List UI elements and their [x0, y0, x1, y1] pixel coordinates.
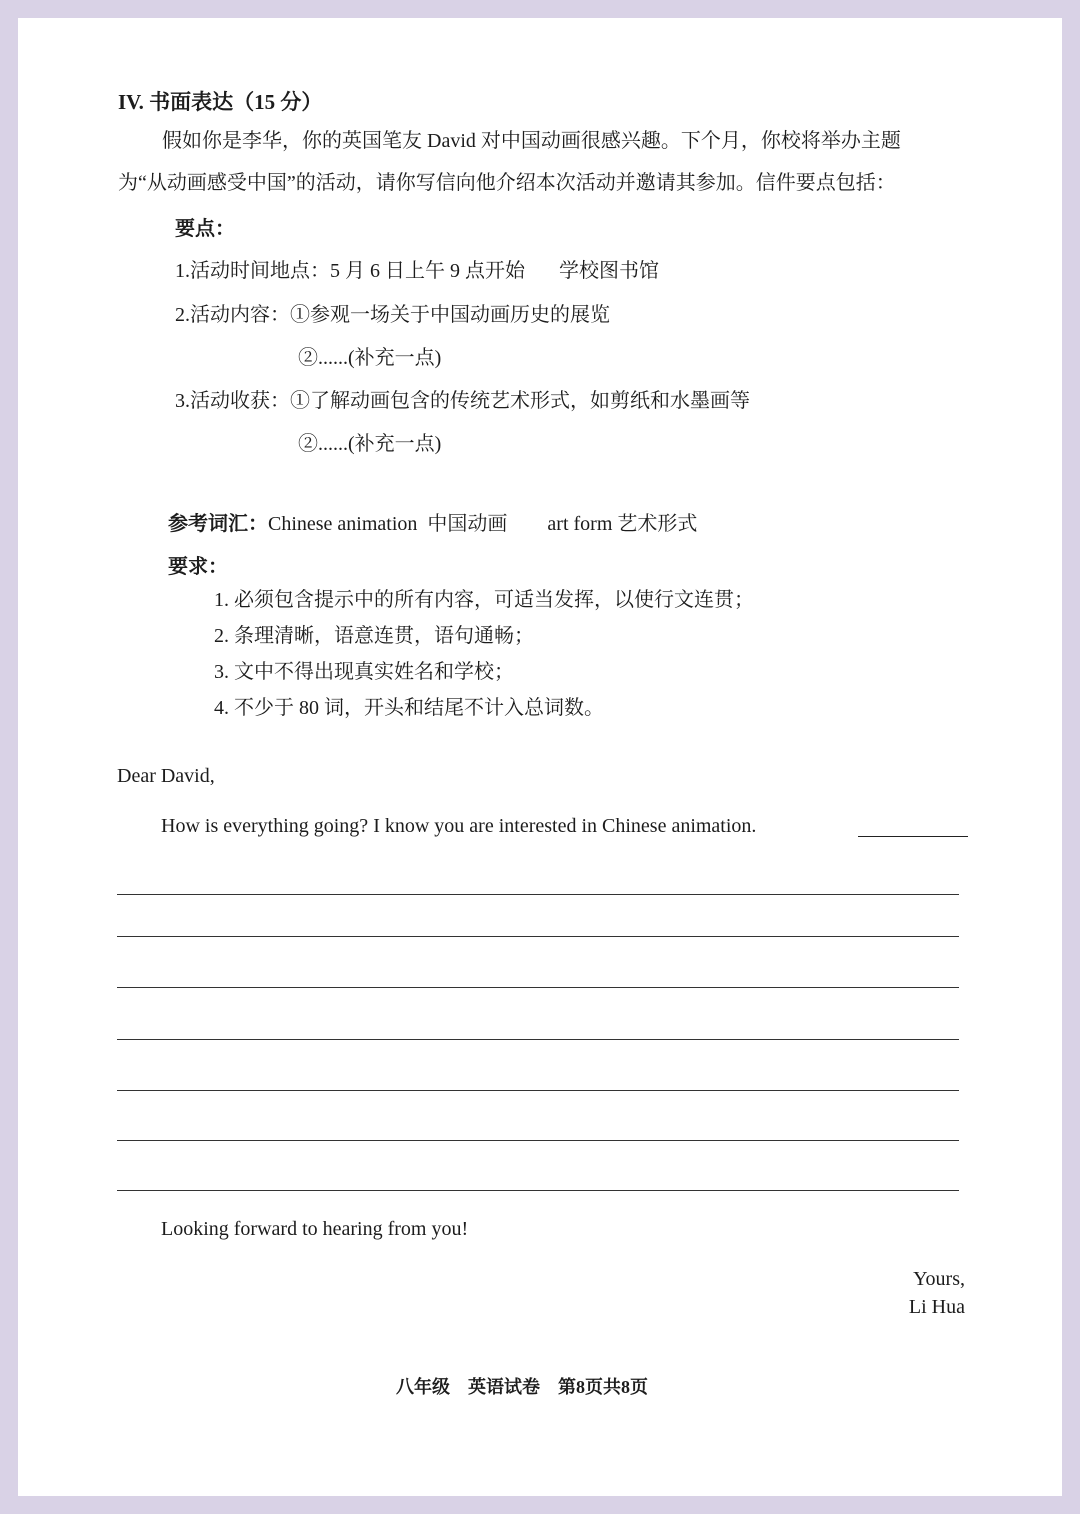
key-point-3-sub: ②......(补充一点) [298, 433, 442, 455]
answer-line[interactable] [117, 894, 959, 895]
letter-greeting: Dear David, [117, 765, 215, 787]
page-footer [396, 1373, 648, 1399]
letter-signature: Li Hua [908, 1296, 965, 1318]
exam-page [18, 18, 1062, 1496]
vocabulary-label: 参考词汇： [168, 513, 268, 535]
vocab-term-1-cn: 中国动画 [427, 513, 508, 535]
key-points-heading: 要点： [175, 218, 235, 240]
requirement-item: 1. 必须包含提示中的所有内容，可适当发挥，以使行文连贯； [214, 589, 754, 611]
vocab-term-2-cn: 艺术形式 [617, 513, 698, 535]
answer-line[interactable] [117, 1190, 959, 1191]
letter-signoff: Yours, [913, 1268, 965, 1290]
vocab-term-1: Chinese animation [268, 513, 418, 535]
footer-grade: 八年级 [396, 1377, 450, 1397]
key-point-3: 3.活动收获：①了解动画包含的传统艺术形式，如剪纸和水墨画等 [175, 390, 750, 412]
key-point-1 [175, 254, 659, 283]
footer-subject: 英语试卷 [468, 1377, 540, 1397]
answer-line[interactable] [117, 936, 959, 937]
answer-line[interactable] [117, 1090, 959, 1091]
key-point-2-sub: ②......(补充一点) [298, 347, 442, 369]
requirements-heading: 要求： [168, 556, 228, 578]
vocabulary-line [168, 507, 697, 536]
prompt-line-2: 为“从动画感受中国”的活动，请你写信向他介绍本次活动并邀请其参加。信件要点包括： [118, 172, 896, 194]
requirement-item: 3. 文中不得出现真实姓名和学校； [214, 661, 514, 683]
key-point-1-place: 学校图书馆 [559, 260, 659, 282]
letter-closing: Looking forward to hearing from you! [161, 1218, 469, 1240]
answer-line[interactable] [117, 987, 959, 988]
vocab-term-2: art form [547, 513, 613, 535]
section-title: IV. 书面表达（15 分） [118, 90, 323, 114]
answer-blank-inline[interactable] [858, 836, 968, 837]
answer-line[interactable] [117, 1039, 959, 1040]
key-point-2: 2.活动内容：①参观一场关于中国动画历史的展览 [175, 304, 610, 326]
key-point-1-time: 1.活动时间地点：5 月 6 日上午 9 点开始 [175, 260, 525, 282]
requirement-item: 2. 条理清晰，语意连贯，语句通畅； [214, 625, 534, 647]
footer-page-number: 第8页共8页 [558, 1377, 648, 1397]
answer-line[interactable] [117, 1140, 959, 1141]
requirement-item: 4. 不少于 80 词，开头和结尾不计入总词数。 [214, 697, 604, 719]
letter-opening: How is everything going? I know you are interested in Chinese animation. [161, 815, 757, 837]
prompt-line-1: 假如你是李华，你的英国笔友 David 对中国动画很感兴趣。下个月，你校将举办主题 [162, 130, 901, 152]
